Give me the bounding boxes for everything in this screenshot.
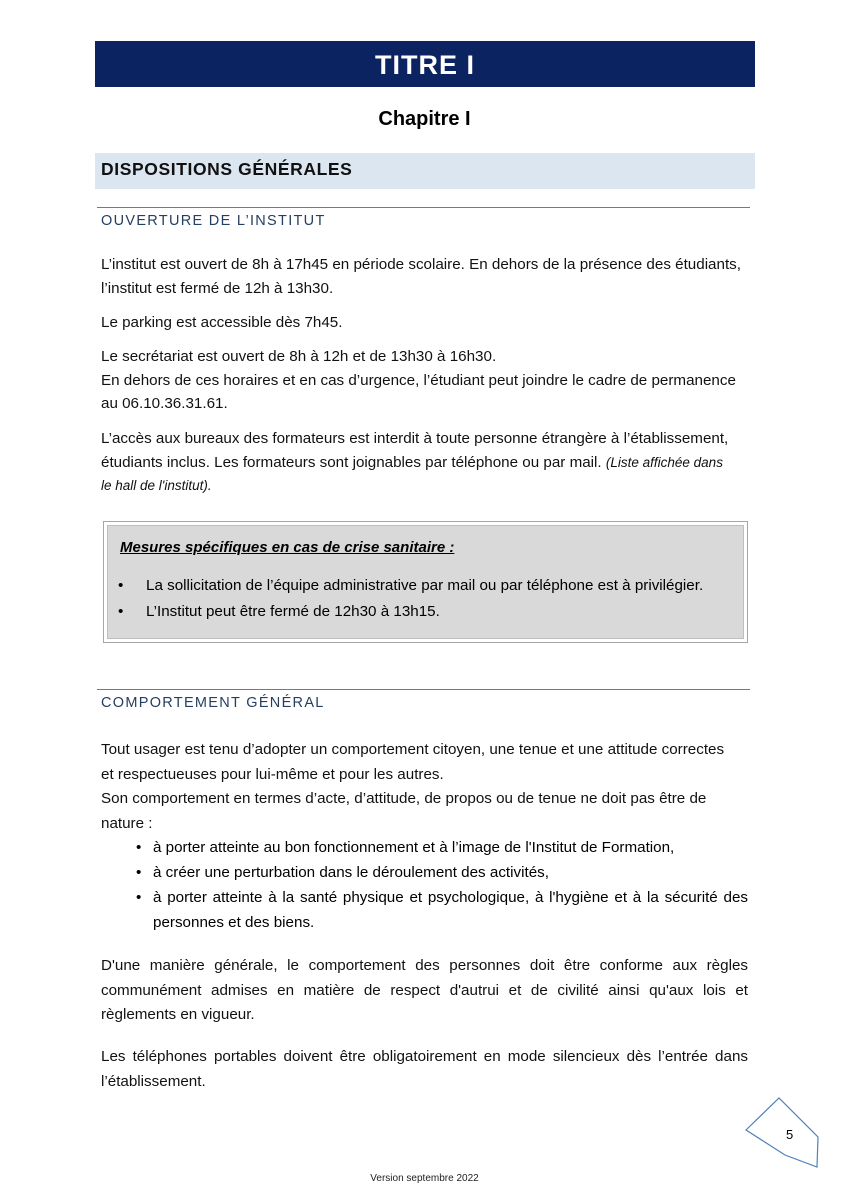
- bullet-icon: •: [118, 603, 124, 620]
- notice-title: Mesures spécifiques en cas de crise sanitaire :: [120, 539, 455, 556]
- chapter-heading: Chapitre I: [378, 108, 471, 130]
- section-title: DISPOSITIONS GÉNÉRALES: [101, 159, 353, 179]
- text-line: Le secrétariat est ouvert de 8h à 12h et de 13h30 à 16h30.: [101, 348, 497, 365]
- list-item: • à porter atteinte à la santé physique et psychologique, à l'hygiène et à la sécurité des personnes et des biens.: [136, 886, 748, 935]
- page-corner-icon: [745, 1097, 820, 1169]
- paragraph-parking: Le parking est accessible dès 7h45.: [101, 314, 343, 331]
- text-line: L’institut est ouvert de 8h à 17h45 en période scolaire. En dehors de la présence des étudiants,: [101, 256, 741, 273]
- title-banner: [95, 41, 755, 87]
- note-italic: (Liste affichée dans: [605, 454, 723, 470]
- page-title: TITRE I: [375, 50, 475, 80]
- section-banner: [95, 153, 755, 189]
- list-item: • à créer une perturbation dans le déroulement des activités,: [136, 861, 748, 886]
- text-line: Tout usager est tenu d’adopter un comportement citoyen, une tenue et une attitude correctes: [101, 741, 725, 758]
- paragraph-civility: D'une manière générale, le comportement des personnes doit être conforme aux règles communément admises en matière de respect d'autrui et de civilité ainsi qu'aux lois et règlements en vigueur.: [101, 957, 748, 1023]
- paragraph-secretariat: [101, 345, 748, 416]
- list-item: • à porter atteinte au bon fonctionnement et à l’image de l'Institut de Formation,: [136, 836, 748, 861]
- paragraph-phones: Les téléphones portables doivent être obligatoirement en mode silencieux dès l’entrée dans l’établissement.: [101, 1048, 748, 1090]
- bullet-icon: •: [118, 577, 124, 594]
- paragraph-conduct: [101, 738, 748, 836]
- text-line: étudiants inclus. Les formateurs sont joignables par téléphone ou par mail. (Liste affichée dans: [101, 453, 723, 471]
- text-line: nature :: [101, 814, 153, 832]
- text-line: l’institut est fermé de 12h à 13h30.: [101, 279, 334, 297]
- note-italic: le hall de l'institut).: [101, 478, 212, 493]
- bullet-icon: •: [136, 889, 142, 906]
- text-line: Son comportement en termes d’acte, d’attitude, de propos ou de tenue ne doit pas être de: [101, 790, 707, 807]
- paragraph-hours: [101, 253, 748, 300]
- bullet-icon: •: [136, 864, 142, 881]
- subheading-ouverture: OUVERTURE DE L’INSTITUT: [101, 213, 326, 229]
- subheading-divider: [97, 689, 750, 690]
- bullet-icon: •: [136, 839, 142, 856]
- notice-box: [103, 521, 748, 643]
- phone-number-line: au 06.10.36.31.61.: [101, 395, 228, 412]
- text-line: et respectueuses pour lui-même et pour les autres.: [101, 765, 444, 783]
- footer-version: Version septembre 2022: [370, 1173, 479, 1184]
- subheading-comportement: COMPORTEMENT GÉNÉRAL: [101, 695, 325, 711]
- notice-box-inner: Mesures spécifiques en cas de crise sanitaire : • La sollicitation de l’équipe administrative par mail ou par téléphone est à privilégier. • L’Institut peut être fermé de 12h30 à 13h15.: [107, 525, 744, 639]
- page-number: 5: [786, 1127, 794, 1142]
- paragraph-bureaux: [101, 427, 748, 498]
- text-line: L’accès aux bureaux des formateurs est interdit à toute personne étrangère à l’établissement,: [101, 430, 729, 447]
- text-line: En dehors de ces horaires et en cas d’urgence, l’étudiant peut joindre le cadre de permanence: [101, 371, 736, 389]
- subheading-divider: [97, 207, 750, 208]
